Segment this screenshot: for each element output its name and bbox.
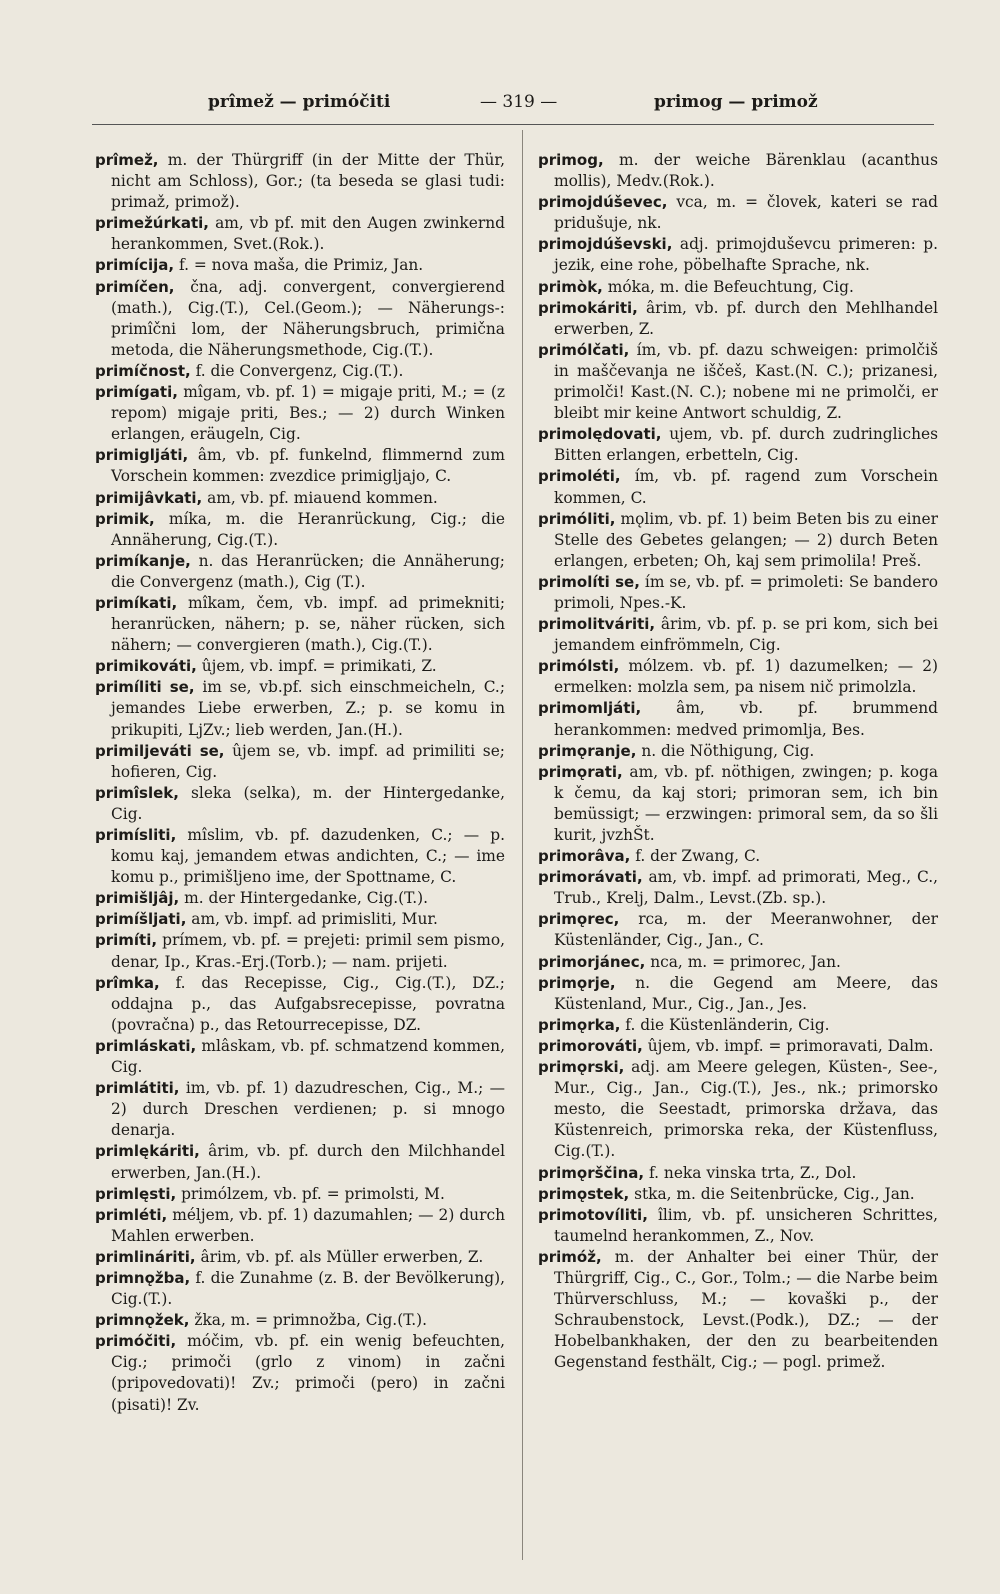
entry-definition: prímem, vb. pf. = prejeti: primil sem pismo, denar, Ip., Kras.-Erj.(Torb.); — nam. prijeti. [111, 931, 505, 971]
dictionary-entry [95, 255, 505, 276]
entry-headword: primígati, [95, 383, 178, 402]
dictionary-entry [95, 1310, 505, 1331]
entry-headword: primojdúševec, [538, 193, 668, 212]
entry-headword: prîmež, [95, 151, 159, 169]
entry-headword: primotovíliti, [538, 1205, 648, 1224]
entry-headword: primlátiti, [95, 1079, 180, 1098]
entry-headword: primojdúševski, [538, 235, 673, 254]
dictionary-entry [95, 1247, 505, 1268]
entry-definition: im, vb. pf. 1) dazudreschen, Cig., M.; — 2) durch Dreschen verdienen; p. si mnogo denarja. [111, 1079, 505, 1140]
entry-headword: primǫrka, [538, 1015, 621, 1034]
entry-headword: primóčiti, [95, 1332, 177, 1351]
dictionary-entry [95, 825, 505, 888]
entry-definition: ím se, vb. pf. = primoleti: Se bandero primoli, Npes.-K. [554, 572, 938, 612]
header-right-guideword: primog — primož [654, 92, 818, 112]
entry-definition: ûjem se, vb. impf. ad primiliti se; hofieren, Cig. [111, 741, 505, 781]
dictionary-entry [538, 909, 938, 951]
entry-definition: âm, vb. pf. brummend herankommen: medved primomlja, Bes. [554, 699, 938, 739]
dictionary-entry [538, 1163, 938, 1184]
entry-definition: m. der Anhalter bei einer Thür, der Thürgriff, Cig., C., Gor., Tolm.; — die Narbe beim Thürverschluss, M.; — kovaški p., der Schraubenstock, Levst.(Podk.), DZ.; — der Hobelbankhaken, der den zu bearbeitenden Gegenstand festhält, Cig.; — pogl. primež. [554, 1247, 938, 1372]
entry-definition: mólzem. vb. pf. 1) dazumelken; — 2) ermelken: molzla sem, pa nisem nič primolzla. [554, 657, 938, 697]
dictionary-entry [538, 150, 938, 192]
entry-headword: primlęsti, [95, 1184, 177, 1203]
entry-definition: stka, m. die Seitenbrücke, Cig., Jan. [629, 1184, 915, 1203]
dictionary-entry [95, 677, 505, 740]
entry-definition: primólzem, vb. pf. = primolsti, M. [176, 1184, 445, 1203]
entry-definition: ím, vb. pf. ragend zum Vorschein kommen, C. [554, 467, 938, 507]
dictionary-entry [538, 1015, 938, 1036]
dictionary-entry [95, 593, 505, 656]
dictionary-entry [538, 973, 938, 1015]
entry-headword: primǫrati, [538, 762, 623, 781]
entry-headword: primigljáti, [95, 446, 189, 465]
entry-definition: am, vb. impf. ad primorati, Meg., C., Trub., Krelj, Dalm., Levst.(Zb. sp.). [554, 868, 938, 908]
dictionary-entry [95, 150, 505, 213]
entry-headword: primomljáti, [538, 699, 642, 718]
entry-headword: primijâvkati, [95, 488, 203, 507]
dictionary-entry [95, 488, 505, 509]
entry-headword: primíkati, [95, 593, 178, 612]
dictionary-entry [538, 1057, 938, 1162]
entry-headword: primolitváriti, [538, 615, 656, 634]
entry-headword: primlękáriti, [95, 1142, 200, 1161]
dictionary-entry [538, 952, 938, 973]
entry-headword: primik, [95, 509, 155, 528]
dictionary-entry [538, 1036, 938, 1057]
entry-definition: ûjem, vb. impf. = primoravati, Dalm. [642, 1036, 934, 1055]
header-rule [92, 124, 934, 125]
dictionary-entry [538, 509, 938, 572]
dictionary-entry [95, 509, 505, 551]
dictionary-entry [538, 192, 938, 234]
dictionary-entry [95, 888, 505, 909]
entry-headword: primòk, [538, 277, 603, 296]
dictionary-entry [538, 1184, 938, 1205]
dictionary-entry [95, 1184, 505, 1205]
dictionary-entry [538, 298, 938, 340]
entry-definition: am, vb. pf. miauend kommen. [202, 488, 438, 507]
entry-definition: móčim, vb. pf. ein wenig befeuchten, Cig.; primoči (grlo z vinom) in začni (pripovedovati)! Zv.; primoči (pero) in začni (pisati)! Zv. [111, 1332, 505, 1414]
dictionary-entry [538, 1205, 938, 1247]
entry-definition: ârim, vb. pf. durch den Mehlhandel erwerben, Z. [554, 298, 938, 338]
entry-headword: primolíti se, [538, 572, 640, 591]
dictionary-entry [95, 445, 505, 487]
dictionary-entry [95, 213, 505, 255]
entry-headword: primoléti, [538, 467, 621, 486]
dictionary-entry [95, 930, 505, 972]
dictionary-entry [95, 551, 505, 593]
dictionary-entry [95, 1078, 505, 1141]
entry-headword: primláskati, [95, 1036, 197, 1055]
entry-headword: primorjánec, [538, 952, 646, 971]
entry-headword: primnǫžek, [95, 1311, 190, 1330]
entry-definition: sleka (selka), m. der Hintergedanke, Cig. [111, 783, 505, 823]
entry-definition: nca, m. = primorec, Jan. [645, 952, 841, 971]
entry-headword: primǫrski, [538, 1058, 625, 1077]
dictionary-entry [538, 424, 938, 466]
entry-definition: ím, vb. pf. dazu schweigen: primolčiš in maščevanja ne iščeš, Kast.(N. C.); prizanesi, primolči! Kast.(N. C.); nobene mi ne primolči, er bleibt mir keine Antwort schuldig, Z. [554, 340, 938, 423]
entry-headword: primóž, [538, 1247, 602, 1266]
dictionary-entry [538, 466, 938, 508]
entry-headword: primikováti, [95, 657, 197, 676]
dictionary-entry [538, 846, 938, 867]
entry-definition: îlim, vb. pf. unsicheren Schrittes, taumelnd herankommen, Z., Nov. [554, 1205, 938, 1245]
dictionary-entry [95, 1141, 505, 1183]
entry-headword: primíčen, [95, 277, 175, 296]
dictionary-entry [538, 572, 938, 614]
entry-definition: vca, m. = človek, kateri se rad pridušuje, nk. [554, 193, 938, 233]
entry-definition: méljem, vb. pf. 1) dazumahlen; — 2) durch Mahlen erwerben. [111, 1205, 505, 1245]
entry-headword: primǫrec, [538, 910, 620, 929]
entry-headword: primežúrkati, [95, 214, 209, 233]
entry-definition: móka, m. die Befeuchtung, Cig. [602, 277, 854, 296]
dictionary-entry [538, 762, 938, 846]
header-left-guideword: prîmež — primóčiti [208, 92, 391, 112]
entry-headword: primíliti se, [95, 678, 195, 697]
entry-headword: primólsti, [538, 657, 620, 676]
entry-definition: m. der weiche Bärenklau (acanthus mollis), Medv.(Rok.). [554, 151, 938, 191]
entry-definition: f. die Zunahme (z. B. der Bevölkerung), Cig.(T.). [111, 1268, 505, 1309]
entry-definition: f. der Zwang, C. [630, 847, 761, 866]
entry-definition: f. neka vinska trta, Z., Dol. [644, 1163, 857, 1182]
entry-headword: primorávati, [538, 868, 643, 887]
entry-headword: primíčnost, [95, 361, 191, 380]
dictionary-entry [538, 614, 938, 656]
entry-headword: primokáriti, [538, 298, 638, 317]
entry-definition: adj. primojduševcu primeren: p. jezik, eine rohe, pöbelhafte Sprache, nk. [554, 235, 938, 275]
dictionary-entry [538, 277, 938, 298]
dictionary-entry [95, 1268, 505, 1310]
dictionary-entry [95, 741, 505, 783]
entry-definition: žka, m. = primnožba, Cig.(T.). [189, 1311, 427, 1330]
dictionary-entry [538, 867, 938, 909]
dictionary-entry [95, 656, 505, 677]
entry-definition: mlâskam, vb. pf. schmatzend kommen, Cig. [111, 1036, 505, 1077]
entry-definition: f. das Recepisse, Cig., Cig.(T.), DZ.; oddajna p., das Aufgabsrecepisse, povratna (povračna) p., das Retourrecepisse, DZ. [111, 973, 505, 1034]
dictionary-entry [95, 1036, 505, 1078]
entry-definition: f. die Küstenländerin, Cig. [620, 1015, 830, 1034]
entry-headword: primǫrščina, [538, 1163, 645, 1182]
entry-definition: mǫlim, vb. pf. 1) beim Beten bis zu einer Stelle des Gebetes gelangen; — 2) durch Beten erlangen, erbeten; Oh, kaj sem primolila! Preš. [554, 509, 938, 570]
dictionary-entry [538, 656, 938, 698]
dictionary-entry [538, 741, 938, 762]
dictionary-entry [95, 361, 505, 382]
entry-headword: primlináriti, [95, 1247, 196, 1266]
entry-headword: primolędovati, [538, 425, 662, 444]
dictionary-entry [95, 277, 505, 361]
entry-definition: rca, m. der Meeranwohner, der Küstenländer, Cig., Jan., C. [554, 910, 938, 950]
entry-headword: primísliti, [95, 826, 177, 844]
dictionary-entry [95, 382, 505, 445]
left-column [95, 150, 505, 1416]
dictionary-entry [95, 1331, 505, 1415]
entry-definition: ârim, vb. pf. als Müller erwerben, Z. [195, 1247, 484, 1266]
entry-headword: primišljâj, [95, 889, 180, 908]
dictionary-entry [95, 973, 505, 1036]
entry-headword: primorováti, [538, 1036, 643, 1055]
entry-headword: primiljeváti se, [95, 741, 225, 760]
entry-definition: ârim, vb. pf. p. se pri kom, sich bei jemandem einfrömmeln, Cig. [554, 615, 938, 655]
right-column [538, 150, 938, 1373]
entry-definition: mîkam, čem, vb. impf. ad primekniti; heranrücken, nähern; p. se, näher rücken, sich nähern; — convergieren (math.), Cig.(T.). [111, 593, 505, 655]
entry-headword: primólčati, [538, 340, 630, 359]
entry-headword: primîslek, [95, 783, 179, 802]
entry-definition: mîgam, vb. pf. 1) = migaje priti, M.; = (z repom) migaje priti, Bes.; — 2) durch Winken erlangen, eräugeln, Cig. [111, 383, 505, 444]
entry-definition: m. der Hintergedanke, Cig.(T.). [179, 889, 428, 908]
entry-definition: am, vb. impf. ad primisliti, Mur. [186, 910, 438, 929]
entry-headword: primíkanje, [95, 551, 191, 570]
entry-definition: adj. am Meere gelegen, Küsten-, See-, Mur., Cig., Jan., Cig.(T.), Jes., nk.; primorsko mesto, die Seestadt, primorska država, das Küstenreich, primorska reka, der Küstenfluss, Cig.(T.). [554, 1058, 938, 1161]
dictionary-entry [538, 698, 938, 740]
entry-headword: primǫstek, [538, 1184, 630, 1203]
entry-headword: primǫrje, [538, 973, 616, 992]
entry-definition: ujem, vb. pf. durch zudringliches Bitten erlangen, erbetteln, Cig. [554, 425, 938, 465]
entry-headword: prîmka, [95, 973, 160, 992]
dictionary-entry [538, 340, 938, 424]
dictionary-entry [95, 1205, 505, 1247]
entry-headword: primorâva, [538, 847, 631, 866]
entry-definition: ûjem, vb. impf. = primikati, Z. [196, 657, 437, 676]
entry-headword: primíti, [95, 931, 158, 950]
running-head [0, 92, 1000, 120]
entry-definition: am, vb. pf. nöthigen, zwingen; p. koga k čemu, da kaj stori; primoran sem, ich bin bemüssigt; — erzwingen: primoral sem, da so šli kurit, jvzhŠt. [554, 762, 938, 844]
entry-headword: primnǫžba, [95, 1268, 191, 1287]
entry-headword: primléti, [95, 1205, 168, 1224]
dictionary-entry [95, 783, 505, 825]
entry-headword: primícija, [95, 256, 175, 275]
entry-headword: primog, [538, 151, 604, 169]
entry-headword: primǫranje, [538, 741, 637, 760]
entry-definition: f. = nova maša, die Primiz, Jan. [174, 256, 424, 275]
entry-definition: âm, vb. pf. funkelnd, flimmernd zum Vorschein kommen: zvezdice primigljajo, C. [111, 446, 505, 486]
entry-definition: m. der Thürgriff (in der Mitte der Thür, nicht am Schloss), Gor.; (ta beseda se glasi tudi: primaž, primož). [111, 151, 505, 212]
entry-definition: f. die Convergenz, Cig.(T.). [190, 361, 404, 380]
entry-definition: am, vb pf. mit den Augen zwinkernd herankommen, Svet.(Rok.). [111, 214, 505, 254]
dictionary-entry [95, 909, 505, 930]
dictionary-entry [538, 234, 938, 276]
entry-definition: ârim, vb. pf. durch den Milchhandel erwerben, Jan.(H.). [111, 1142, 505, 1182]
dictionary-entry [538, 1247, 938, 1374]
entry-headword: primóliti, [538, 509, 616, 528]
entry-definition: im se, vb.pf. sich einschmeicheln, C.; jemandes Liebe erwerben, Z.; p. se komu in prikupiti, LjZv.; lieb werden, Jan.(H.). [111, 678, 505, 739]
entry-definition: n. das Heranrücken; die Annäherung; die Convergenz (math.), Cig (T.). [111, 551, 505, 591]
entry-definition: čna, adj. convergent, convergierend (math.), Cig.(T.), Cel.(Geom.); — Näherungs-: primîčni lom, der Näherungsbruch, primična metoda, die Näherungsmethode, Cig.(T.). [111, 277, 505, 359]
entry-headword: primíšljati, [95, 910, 187, 929]
entry-definition: n. die Gegend am Meere, das Küstenland, Mur., Cig., Jan., Jes. [554, 973, 938, 1013]
entry-definition: n. die Nöthigung, Cig. [636, 741, 815, 760]
column-divider [522, 130, 523, 1560]
entry-definition: mîslim, vb. pf. dazudenken, C.; — p. komu kaj, jemandem etwas andichten, C.; — ime komu p., primišljeno ime, der Spottname, C. [111, 826, 505, 887]
entry-definition: míka, m. die Heranrückung, Cig.; die Annäherung, Cig.(T.). [111, 509, 505, 549]
page-number: — 319 — [480, 92, 558, 112]
